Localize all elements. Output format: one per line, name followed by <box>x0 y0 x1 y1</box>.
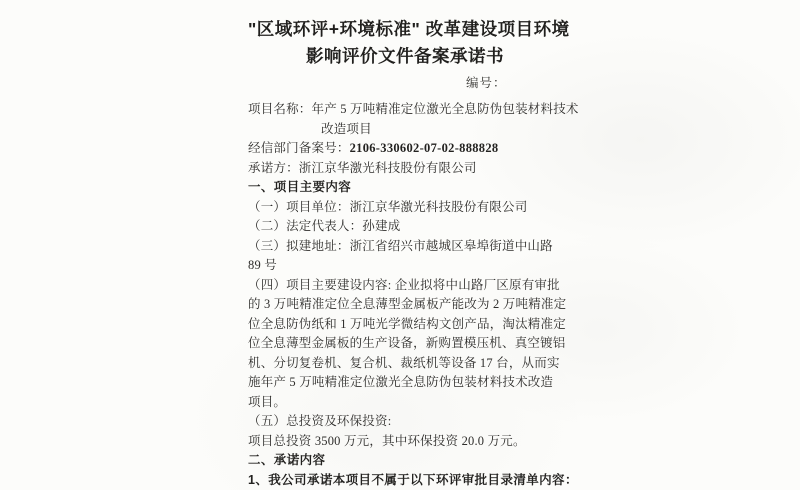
item-3-address-continuation: 89 号 <box>248 258 277 272</box>
section-2-heading: 二、承诺内容 <box>248 453 326 467</box>
item-4-paragraph-line-6: 施年产 5 万吨精准定位激光全息防伪包装材料技术改造 <box>248 375 554 389</box>
promisor-line: 承诺方：浙江京华激光科技股份有限公司 <box>248 160 477 175</box>
project-name-line: 项目名称：年产 5 万吨精准定位激光全息防伪包装材料技术 <box>248 102 579 116</box>
document-title-line-1: "区域环评+环境标准" 改革建设项目环境 <box>248 19 570 39</box>
item-1-project-unit: （一）项目单位：浙江京华激光科技股份有限公司 <box>248 199 528 214</box>
filing-number-line <box>248 139 562 159</box>
item-3-proposed-address: （三）拟建地址：浙江省绍兴市越城区皋埠街道中山路 <box>248 238 553 253</box>
document-body <box>248 100 579 490</box>
filing-number-label: 经信部门备案号： <box>248 141 350 155</box>
item-4-paragraph-line-2: 的 3 万吨精准定位全息薄型金属板产能改为 2 万吨精准定 <box>248 297 567 311</box>
item-2-legal-representative: （二）法定代表人：孙建成 <box>248 219 401 233</box>
investment-amount-line: 项目总投资 3500 万元，其中环保投资 20.0 万元。 <box>248 433 526 448</box>
item-4-paragraph-line-3: 位全息防伪纸和 1 万吨光学微结构文创产品，淘汰精准定 <box>248 316 566 331</box>
item-4-construction-content: （四）项目主要建设内容: 企业拟将中山路厂区原有审批 <box>248 277 560 292</box>
filing-number-value: 2106-330602-07-02-888828 <box>349 141 499 155</box>
section-1-heading: 一、项目主要内容 <box>248 180 352 194</box>
document-title-line-2: 影响评价文件备案承诺书 <box>306 46 504 66</box>
commitment-item-1: 1、我公司承诺本项目不属于以下环评审批目录清单内容： <box>248 472 578 487</box>
document-title <box>248 16 570 70</box>
item-4-paragraph-end: 项目。 <box>248 394 287 409</box>
project-name-continuation: 改造项目 <box>321 121 372 136</box>
item-4-paragraph-line-5: 机、分切复卷机、复合机、裁纸机等设备 17 台，从而实 <box>248 355 560 370</box>
item-5-investment-heading: （五）总投资及环保投资: <box>248 414 392 428</box>
serial-number-label: 编号： <box>466 76 507 90</box>
item-4-paragraph-line-4: 位全息薄型金属板的生产设备，新购置模压机、真空镀铝 <box>248 336 566 350</box>
